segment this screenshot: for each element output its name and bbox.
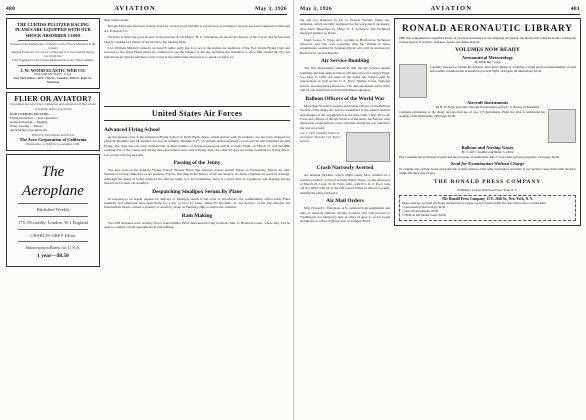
journal-title: AVIATION [430,5,473,12]
flier-or-aviator-ad[interactable] [6,92,100,151]
article-paragraph: Brooks Field also has been closing down for several years and this is a great loss, according to reports, has been equipped to National Air Transport Co. [104,24,290,33]
section-heading: Rain Making [181,212,213,219]
article-paragraph: their winter home. [104,18,129,22]
aeroplane-magazine-ad[interactable] [6,154,100,267]
curtiss-shock-cord-ad[interactable] [6,18,100,89]
section-banner: United States Air Forces [104,106,290,121]
section-heading: Crash Narrowly Averted [316,165,374,172]
order-option[interactable]: ☐ Aeronautical Meteorology, $2.50 [402,204,446,209]
journal-title: AVIATION [114,5,156,12]
running-head-left [6,4,287,13]
section-text: More than 50 active, reserve and former officers of the Balloon Section of the Army Air Service assembled at the annual reunion and banquet of the organization in the Yale Club. Lieut. W. G. R. Ford, and officers of the Air Service of the Army Air Service with discussion of the balloon corps activities during the war and since the war were held. [300,103,390,130]
volumes-head: VOLUMES NOW READY [455,47,520,53]
book-entry [399,109,576,143]
ad-title: FLIER OR AVIATOR? [14,93,92,103]
book-description: Complete explanation of the theory and practical use of over 175 instruments. Helps the pilot to understand the readings of his instruments. 248 pages, $5.00. [399,110,545,118]
approval-head: Send for Examination Without Charge [450,161,525,166]
ad-subscription-head: Subscription Rates for U.S.A. [25,245,81,251]
article-paragraph: ing and fog dispersal by Dr. L. Francis Warren. These two airplanes, which are fully equipped for the work and if necessary, have been dispatched by Major R. L. Lebenow and Technical Sergeant Samuel A. Davis. [300,18,390,36]
publisher-address: Publishers 15 East 26th Street New York, N. Y. [457,188,518,192]
ad-text: Pioneers in the Manufacture of Shock Cord for Shock Absorbers in the Country [10,42,96,51]
ad-office: New York Office—40 E. 17th St.; Canada—2020 St. Peter St., Montreal [13,76,93,84]
article-top [104,18,290,104]
section-text: Two DH airplanes were recently flown from Phillips Field, Aberdeen Proving Grounds, Md., to Hartford, Conn., where they will be used to conduct certain experiments in rain making. [104,220,290,230]
section-heading: Despatching Smallpox Serum By Plane [152,188,242,195]
approval-text: To examine any of these books check the title or titles desired on the order form below and mail. If you decide to keep them remit the price within five days after receipt. [399,167,576,175]
ad-text: Regular Producers of Cord for Curtiss and U. S. Government during the World War [12,50,94,58]
course-item: Aerial navigation — Rigging [10,119,48,124]
order-option-label: Balloon and Airship Gases, $4.00 [405,212,446,217]
book-description: Part 1 explains the production of gases and the processes of purification. Part 2 covers their uses and properties. 212 pages, $4.00. [399,155,560,159]
section-text: The new class at the Primary Flying School, Brooks Field, San Antonio, Texas, started flying on Wednesday, March 24, with instructors having either five or six students. For the first time in the history of the Air Service, no Jenny airplanes are used for training. Although the Jenny is being replaced the famous Jenny is a good machine, there is a great deal of worthiness and keeping among instructors for their old standbys. [104,168,290,186]
section-text: Maj. Howard C. Davidson, A.S., relieved from assignment and duty as assistant military attaché, London, and will proceed to Washington, for temporary duty in office of Asst. C. of Air Corps and thence to office of Major duty at Langley Field. [300,206,390,224]
right-page [293,0,586,420]
ad-title: The Aeroplane [22,163,84,199]
text-column-1 [300,18,390,416]
photo-caption: Col. C. DeF. Chandler, Editor of the Lighter-Than-Air, Col. Taylor Saleson. [300,131,340,143]
photo-block [300,132,390,162]
ad-title: RONALD AERONAUTIC LIBRARY [402,23,573,33]
section-heading: Balloon Officers of the World War [305,95,385,102]
section-heading: Air Mail Orders [326,198,364,205]
book-title: Balloon and Airship Gases [461,145,514,150]
article-paragraph: Col. William Mitchell came in on April 8 rather early but is to act at the station for members of the Fort Worth Flying Club and escorted to the Texas Hotel where he conferred to see the balance of the day declining the invitation to show him around the city. All indications are that he will have a big crowd at the auditorium where he is to speak on April 14. [104,46,290,59]
order-option-label: Aeronautical Meteorology, $2.50 [405,204,446,209]
section-text: An unusual incident, which might easily have resulted in a serious accident, occurred at Kelly Field, Texas, on the afternoon of March 25. Lieut. N. D. Frost, pilot, with Pvt. O. T. Pool, took off in a DH.4 with all of the 200 pound ballast in the rear cockpit, making the plane tail heavy. [300,173,390,195]
ad-published: Published Weekly [36,206,70,212]
ad-intro: Investigate the experience, reputation and equipment of that school of aviation before you enroll! [10,102,96,111]
header-rule [6,14,287,15]
ad-address: Western Ave. at 104th St. Los Angeles, Calif. [25,141,81,146]
book-entry [399,64,576,98]
book-cover-image [399,64,427,98]
section-text: The War Department announces that the Air Service annual bombing and fuel demonstration will take place at Langley Field, Va., May 4, 1926. All units of the Army Air Service will be represented, as well as the U. S. Navy, Marine Corps, National Guard, and Organized Reserves. The announcement states there will be one team from each bombardment squadron. [300,66,390,93]
ad-editor: CHARLES GREY Editor [30,232,76,238]
publisher-name: THE RONALD PRESS COMPANY [433,179,542,185]
course-item: Flying instruction — Solo experience [10,115,58,120]
ad-box [394,18,581,226]
page-number: 481 [570,5,580,12]
ad-write: Write For Full Details and Prices [31,133,75,138]
article-paragraph: We have at least one good booster in the persons of our Mayor, H. C. Wiesthaus, he quotes the history of the S.A.A. and he has been largely considered a matter of the Worth to her landing field. [104,35,290,44]
header-rule [300,14,580,15]
book-title: Aircraft Instruments [466,100,509,105]
book-cover-image [548,109,576,143]
ad-address: 175, Piccadilly, London, W.1 England [18,219,88,225]
book-author: By Willis Ray Gregg [474,60,501,64]
book-description: Carefully prepared to furnish the quickest, most direct means of acquiring a sound practical understanding of wind and weather conditions that is needed in practical flight. 144 pages, 96 illustrations, $2.50. [430,65,576,73]
ad-company: J. W. WOOD ELASTIC WEB CO. [20,67,86,73]
photo-placeholder [346,132,390,162]
ad-intro: THE first comprehensive organized library of practical aeronautics in any language. In general, the library will comprise books covering the various aspects of aviation, airplanes, motors and lighter-than-air. [399,36,576,44]
section-text: In response to an urgent request for delivery of smallpox serum to the town of Woodsboro, the commanding officer Kelly Field promptly and otherwise have been made for a day or two, Lt. Lieut. James H. Doolittle, Jr., Air Service, of the San Antonio Air Intermediate Depot, carried a quantity of serum by plane on February 26th to relieve the situation. [104,196,290,210]
issue-date: May 3, 1926 [300,5,332,12]
ad-place: STOUGHTON, MASS., U.S.A. [33,72,73,77]
book-title: Aeronautical Meteorology [461,55,514,60]
book-author: By C. deF. Chandler and Walter S. Diehl [461,150,514,154]
course-item: Wing covering — Theory [10,123,43,128]
order-option-label: Aircraft Instruments, $5.00 [405,208,438,213]
ronald-library-ad[interactable] [394,18,581,416]
ad-title: THE CURTISS PULITZER RACING PLANES ARE EQUIPPED WITH OUR SHOCK ABSORBER CORD [15,22,91,38]
section-text: At the present class at the Advanced Flying School of Kelly Field, Texas, which started with 50 students, one has been dropped for physical disability and 34 students are now in training. On March 27, 35 students had progressed to solo and 20 still remained on dual flying. The class has run even satisfactorily in their number of flying hours upon arrival at Kelly Field, on March 31 was the 28th working day of the course and during that period there were only 9 flying days, the other 20 days not being available for flying due to low clouds with fog and rain. [104,135,290,157]
order-form-text: Please send me, postpaid, the books checked below. I agree to pay for them within five days after receipt or return them. [402,200,547,205]
section-heading: Air Service Bombing [320,58,370,65]
article-paragraph: Lieut. Lester S. Trice, A.S., on duty at Hartford as Technical Observer and who will cooperate with Dr. Warren in these experiments, assisted by Sergeant Davis, who will be stationed at Hartford for several months. [300,37,390,55]
section-heading: Advanced Flying School [104,127,160,133]
ad-company: The Aero Corporation of California [19,137,87,143]
ad-text: Fully Equipped for the Largest Requirements at any Time Complete [12,57,94,62]
ad-rate: 1 year—$8.50 [37,253,69,260]
order-form-title: The Ronald Press Company, 15 E. 26th St., New York, N. Y. [441,197,534,201]
order-option[interactable]: ☐ Balloon and Airship Gases, $4.00 [402,212,446,217]
air-forces-column [104,124,290,416]
section-heading: Passing of the Jenny [173,160,221,167]
running-head-right [300,4,580,13]
page-number: 480 [6,5,16,12]
course-item: All branches of ground work [10,128,47,133]
ads-column [6,18,100,416]
order-form[interactable] [399,195,576,221]
book-author: By H. N. Eaton and Other Special Technologists of the U. S. Bureau of Standards [435,105,540,109]
issue-date: May 3, 1926 [255,5,287,12]
order-option[interactable]: ☐ Aircraft Instruments, $5.00 [402,208,438,213]
ad-courses-head: OUR COURSES INCLUDE— [10,111,52,116]
